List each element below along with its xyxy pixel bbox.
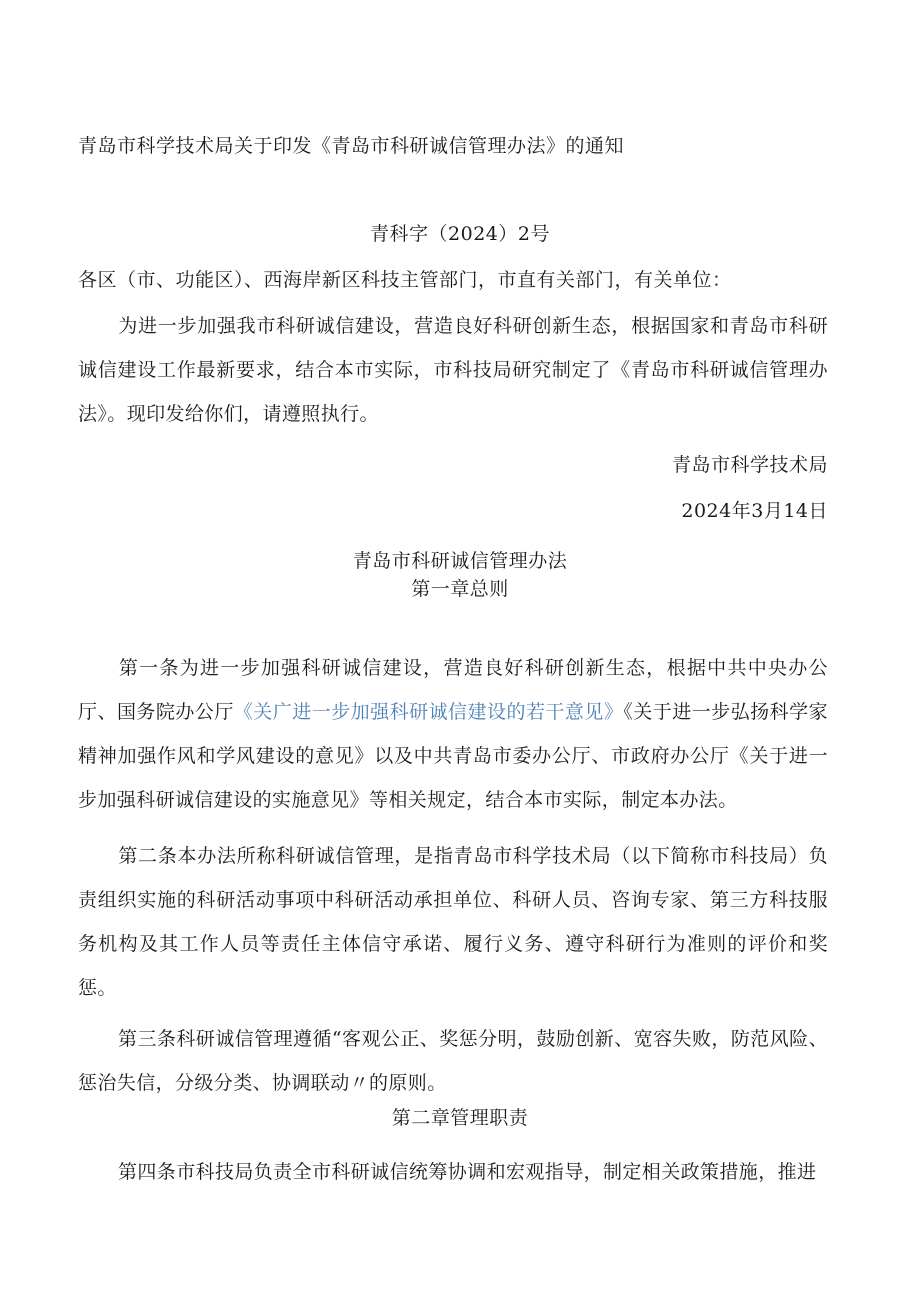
article-3 xyxy=(78,1017,828,1105)
notice-body-text: 为进一步加强我市科研诚信建设，营造良好科研创新生态，根据国家和青岛市科研诚信建设工作最新要求，结合本市实际，市科技局研究制定了《青岛市科研诚信管理办法》。现印发给你们，请遵照执行。 xyxy=(78,315,828,425)
chapter-1-heading: 第一章总则 xyxy=(411,578,509,600)
article-2 xyxy=(78,834,828,1010)
signing-date: 2024年3月14日 xyxy=(681,500,828,522)
article-4 xyxy=(78,1150,828,1194)
chapter-2-heading: 第二章管理职责 xyxy=(391,1107,529,1129)
article-1 xyxy=(78,646,828,822)
notice-body xyxy=(78,304,828,436)
article-1-text-start: 第一条为进一步加强科研诚信建设，营造良好科研创新生态，根据中共中央办公厅、国务院办公厅 xyxy=(78,657,828,723)
regulation-title: 青岛市科研诚信管理办法 xyxy=(352,550,568,572)
article-1-text-end: 《关于进一步弘扬科学家精神加强作风和学风建设的意见》以及中共青岛市委办公厅、市政府办公厅《关于进一步加强科研诚信建设的实施意见》等相关规定，结合本市实际，制定本办法。 xyxy=(78,701,828,811)
policy-document-link[interactable]: 《关广进一步加强科研诚信建设的若干意见》 xyxy=(233,701,624,723)
signing-organization: 青岛市科学技术局 xyxy=(671,454,828,476)
document-number: 青科字（2024）2号 xyxy=(370,223,550,245)
recipients-line: 各区（市、功能区）、西海岸新区科技主管部门，市直有关部门，有关单位： xyxy=(78,269,732,291)
article-2-text: 第二条本办法所称科研诚信管理，是指青岛市科学技术局（以下简称市科技局）负责组织实施的科研活动事项中科研活动承担单位、科研人员、咨询专家、第三方科技服务机构及其工作人员等责任主体信守承诺、履行义务、遵守科研行为准则的评价和奖惩。 xyxy=(78,845,828,999)
notice-title: 青岛市科学技术局关于印发《青岛市科研诚信管理办法》的通知 xyxy=(78,135,625,157)
article-3-text: 第三条科研诚信管理遵循“客观公正、奖惩分明，鼓励创新、宽容失败，防范风险、惩治失信，分级分类、协调联动〃的原则。 xyxy=(78,1028,828,1094)
article-4-text: 第四条市科技局负责全市科研诚信统筹协调和宏观指导，制定相关政策措施，推进 xyxy=(118,1161,817,1183)
